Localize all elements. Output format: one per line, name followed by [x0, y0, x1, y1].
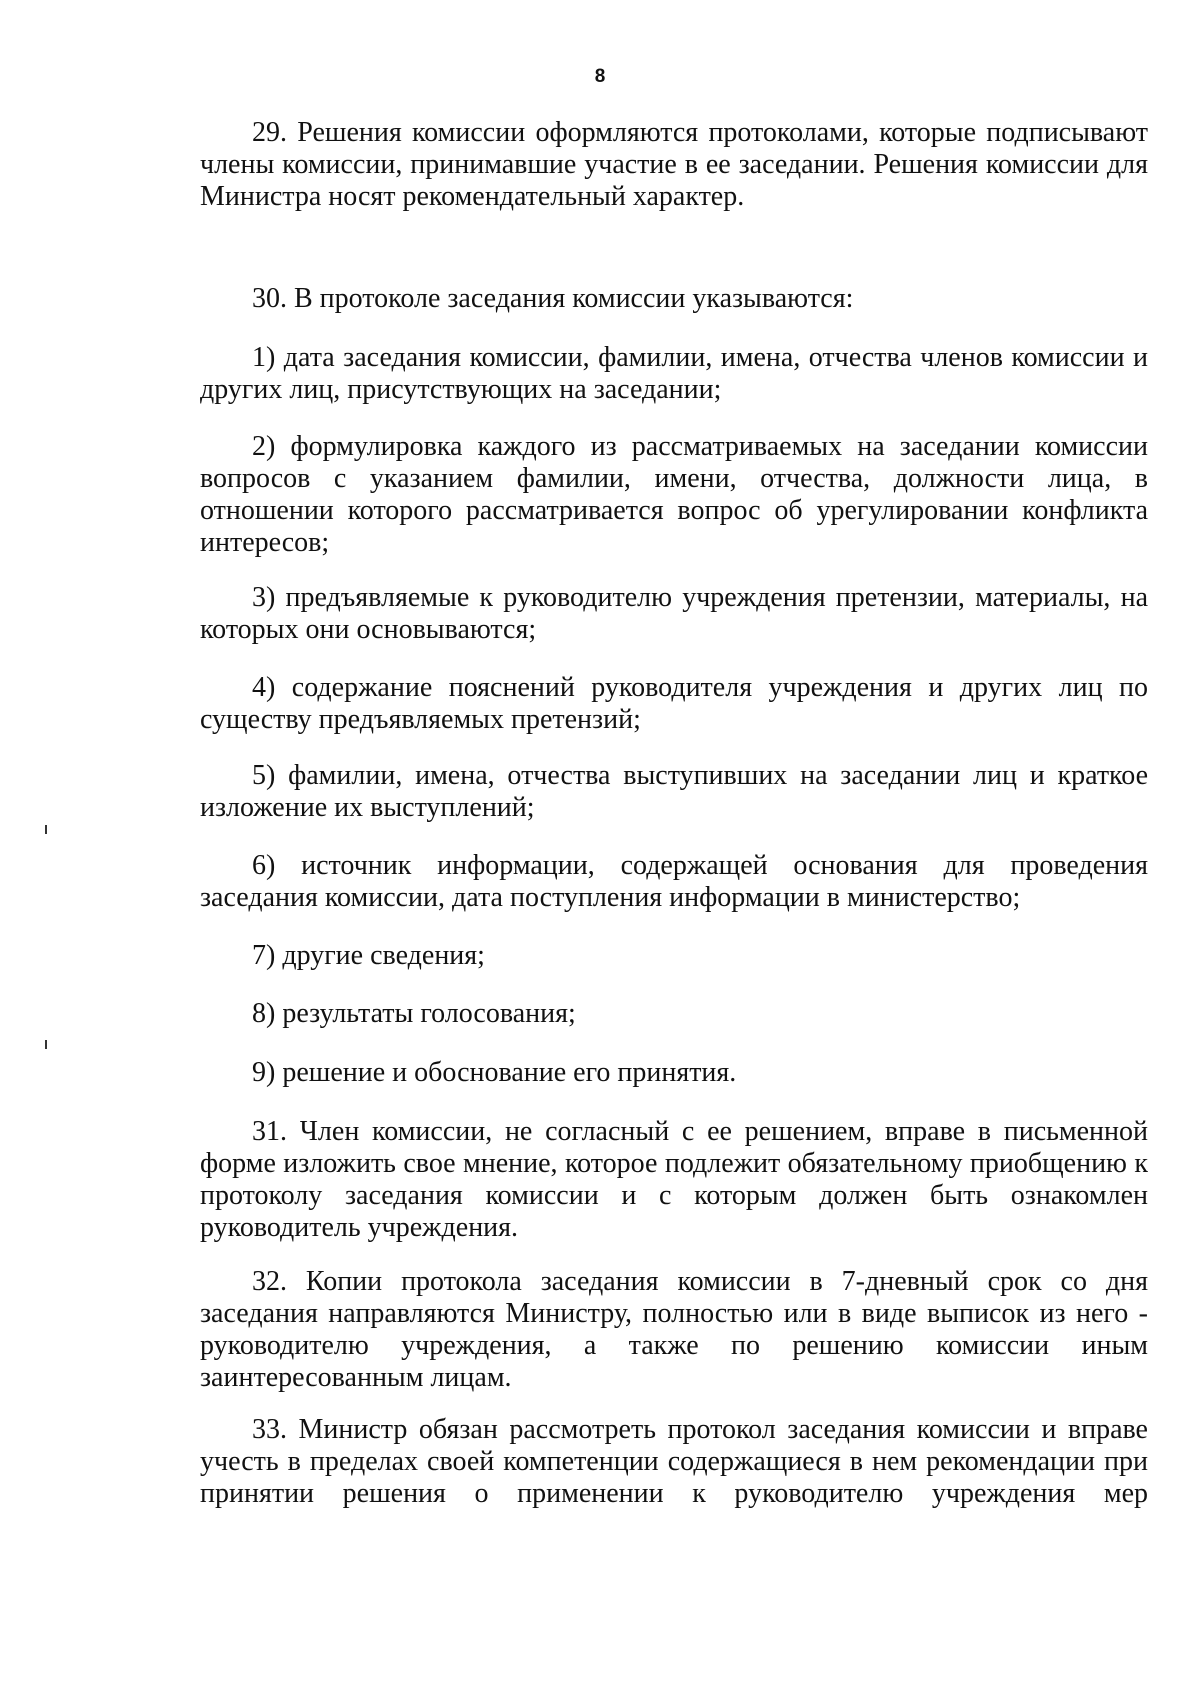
- paragraph-31: 31. Член комиссии, не согласный с ее решением, вправе в письменной форме изложить свое мнение, которое подлежит обязательному приобщению к протоколу заседания комиссии и с которым должен быть ознакомлен руководитель учреждения.: [200, 1116, 1148, 1243]
- list-item-5: 5) фамилии, имена, отчества выступивших на заседании лиц и краткое изложение их выступлений;: [200, 760, 1148, 823]
- page-number: 8: [594, 66, 606, 87]
- list-item-9: 9) решение и обоснование его принятия.: [252, 1057, 737, 1088]
- scan-speck: [45, 825, 47, 834]
- scan-speck: [45, 1040, 47, 1049]
- list-item-6: 6) источник информации, содержащей основания для проведения заседания комиссии, дата поступления информации в министерство;: [200, 850, 1148, 913]
- paragraph-32: 32. Копии протокола заседания комиссии в 7-дневный срок со дня заседания направляются Министру, полностью или в виде выписок из него - руководителю учреждения, а также по решению комиссии иным заинтересованным лицам.: [200, 1266, 1148, 1393]
- paragraph-33: 33. Министр обязан рассмотреть протокол заседания комиссии и вправе учесть в пределах своей компетенции содержащиеся в нем рекомендации при принятии решения о применении к руководителю учреждения мер: [200, 1414, 1148, 1509]
- paragraph-30: 30. В протоколе заседания комиссии указываются:: [252, 283, 854, 314]
- list-item-4: 4) содержание пояснений руководителя учреждения и других лиц по существу предъявляемых претензий;: [200, 672, 1148, 735]
- list-item-7: 7) другие сведения;: [252, 940, 485, 971]
- list-item-3: 3) предъявляемые к руководителю учреждения претензии, материалы, на которых они основываются;: [200, 582, 1148, 645]
- list-item-8: 8) результаты голосования;: [252, 998, 576, 1029]
- paragraph-29: 29. Решения комиссии оформляются протоколами, которые подписывают члены комиссии, принимавшие участие в ее заседании. Решения комиссии для Министра носят рекомендательный характер.: [200, 117, 1148, 212]
- list-item-2: 2) формулировка каждого из рассматриваемых на заседании комиссии вопросов с указанием фамилии, имени, отчества, должности лица, в отношении которого рассматривается вопрос об урегулировании конфликта интересов;: [200, 431, 1148, 558]
- list-item-1: 1) дата заседания комиссии, фамилии, имена, отчества членов комиссии и других лиц, присутствующих на заседании;: [200, 342, 1148, 405]
